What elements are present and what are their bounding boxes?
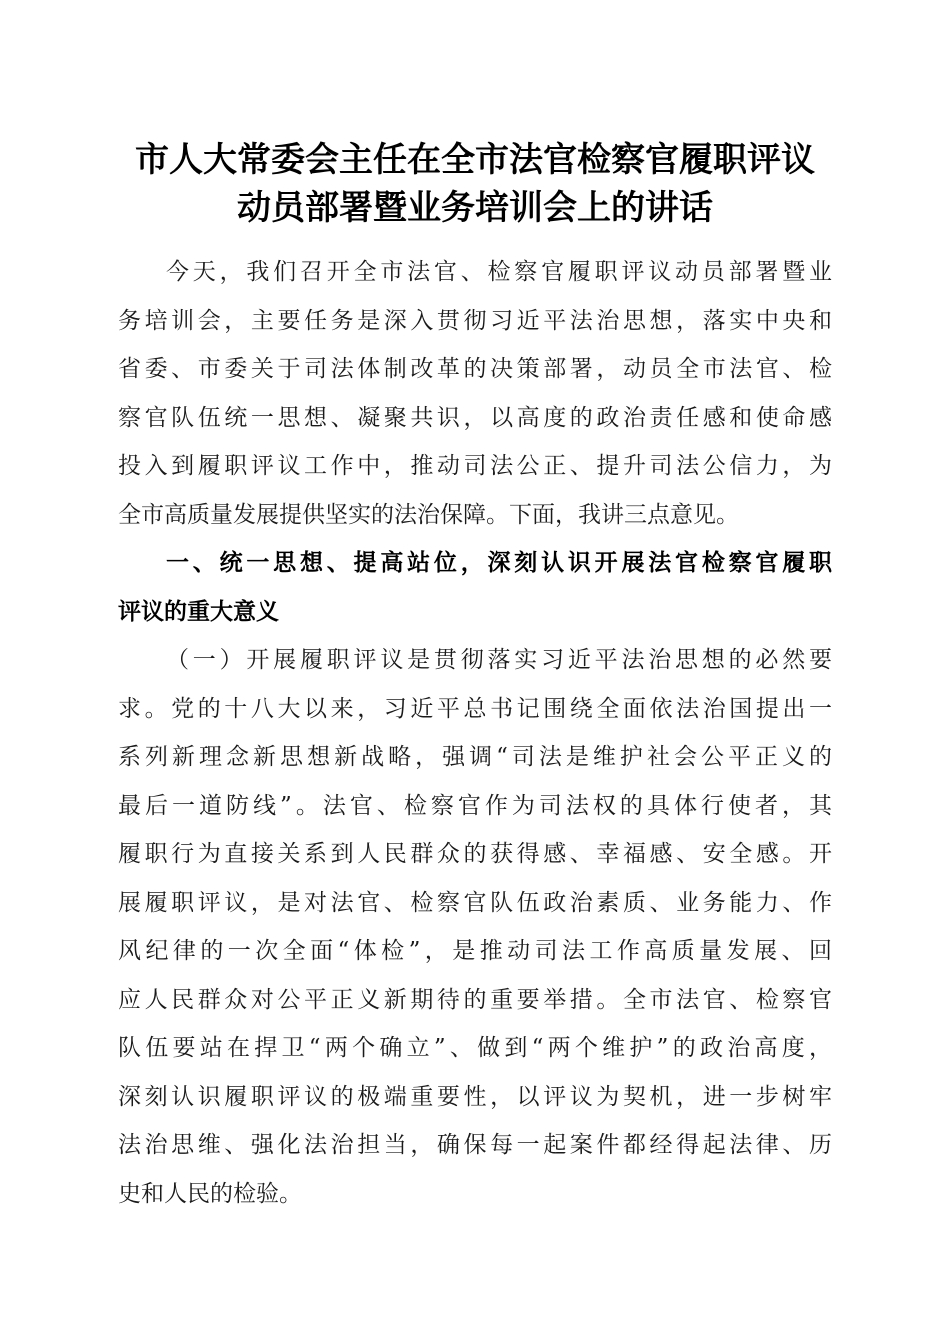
section-heading-line: 一、统一思想、提高站位，深刻认识开展法官检察官履职 [166,549,832,576]
sub-paragraph-line: 系列新理念新思想新战略，强调“司法是维护社会公平正义的 [118,744,832,770]
document-title-line-1: 市人大常委会主任在全市法官检察官履职评议 [135,140,815,180]
section-heading-line: 评议的重大意义 [118,597,279,625]
intro-paragraph-line: 全市高质量发展提供坚实的法治保障。下面，我讲三点意见。 [118,501,739,528]
sub-paragraph-line: 法治思维、强化法治担当，确保每一起案件都经得起法律、历 [118,1132,832,1158]
intro-paragraph-line: 察官队伍统一思想、凝聚共识，以高度的政治责任感和使命感 [118,404,832,431]
sub-paragraph-line: （一）开展履职评议是贯彻落实习近平法治思想的必然要 [166,647,832,673]
intro-paragraph-line: 投入到履职评议工作中，推动司法公正、提升司法公信力，为 [118,453,832,479]
sub-paragraph-line: 队伍要站在捍卫“两个确立”、做到“两个维护”的政治高度， [118,1035,832,1061]
document-title-line-2: 动员部署暨业务培训会上的讲话 [237,188,713,228]
document-body [118,248,832,1218]
intro-paragraph-line: 务培训会，主要任务是深入贯彻习近平法治思想，落实中央和 [118,307,832,334]
sub-paragraph-line: 履职行为直接关系到人民群众的获得感、幸福感、安全感。开 [118,841,832,867]
sub-paragraph-line: 风纪律的一次全面“体检”，是推动司法工作高质量发展、回 [118,938,832,964]
sub-paragraph-line: 史和人民的检验。 [118,1180,302,1207]
intro-paragraph-line: 今天，我们召开全市法官、检察官履职评议动员部署暨业 [166,259,832,285]
sub-paragraph-line: 展履职评议，是对法官、检察官队伍政治素质、业务能力、作 [118,889,832,916]
sub-paragraph-line: 求。党的十八大以来，习近平总书记围绕全面依法治国提出一 [118,695,832,722]
sub-paragraph-line: 最后一道防线”。法官、检察官作为司法权的具体行使者，其 [118,792,832,819]
sub-paragraph-line: 应人民群众对公平正义新期待的重要举措。全市法官、检察官 [118,986,832,1013]
sub-paragraph-line: 深刻认识履职评议的极端重要性，以评议为契机，进一步树牢 [118,1083,832,1110]
intro-paragraph-line: 省委、市委关于司法体制改革的决策部署，动员全市法官、检 [118,356,832,382]
